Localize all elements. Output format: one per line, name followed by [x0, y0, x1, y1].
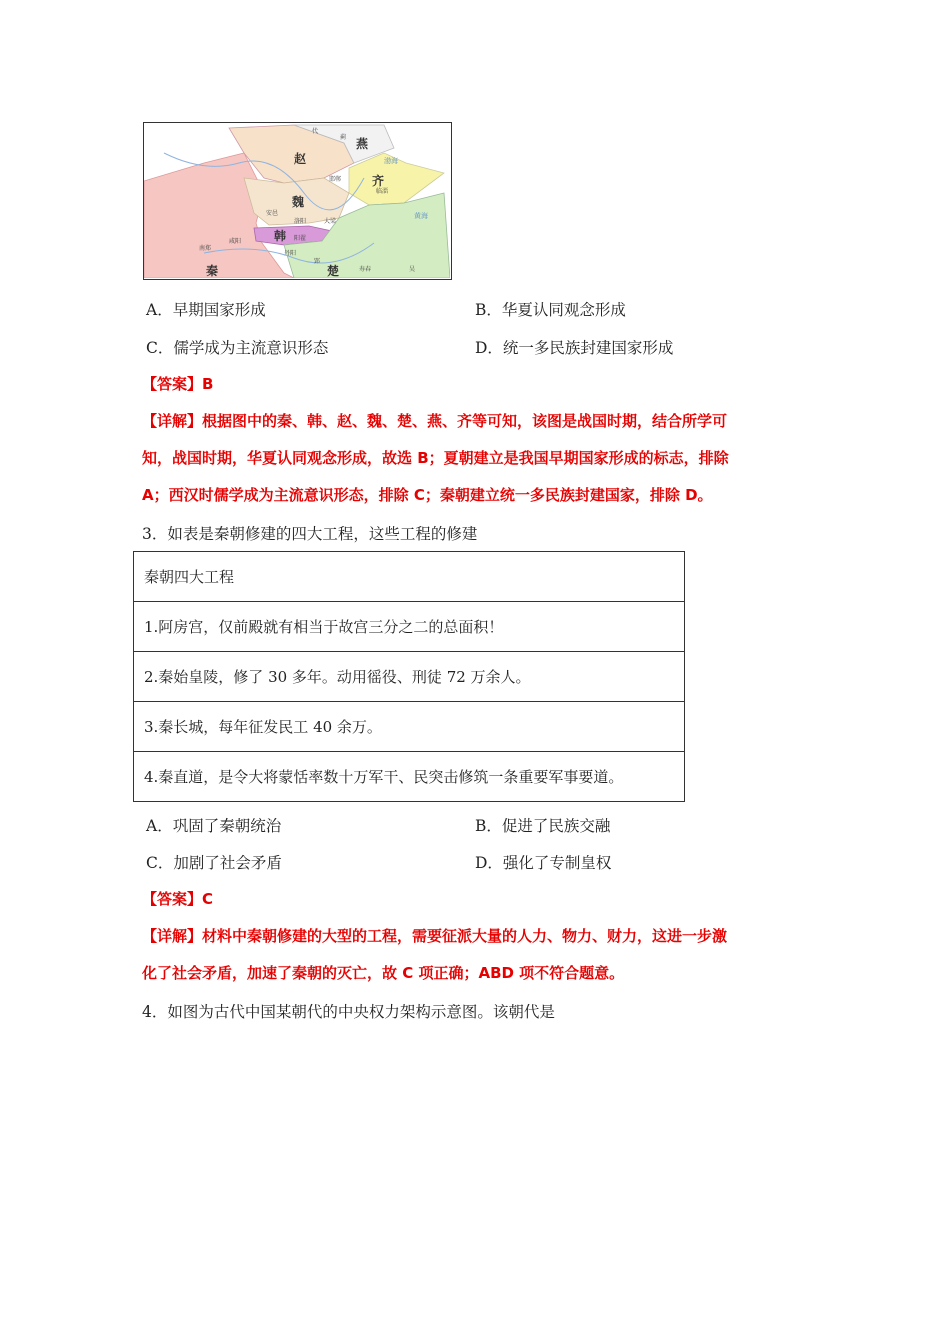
q2-option-a: A．早期国家形成: [146, 301, 266, 319]
svg-text:齐: 齐: [372, 174, 385, 188]
svg-text:邯郸: 邯郸: [329, 176, 342, 183]
svg-text:黄海: 黄海: [414, 212, 428, 220]
svg-text:阳翟: 阳翟: [294, 235, 307, 242]
table-row: [134, 602, 685, 652]
svg-text:魏: 魏: [292, 195, 305, 209]
svg-text:咸阳: 咸阳: [229, 238, 242, 245]
q2-explain-line-3: A；西汉时儒学成为主流意识形态，排除 C；秦朝建立统一多民族封建国家，排除 D。: [142, 486, 713, 504]
q2-explain-line-1: 【详解】根据图中的秦、韩、赵、魏、楚、燕、齐等可知，该图是战国时期，结合所学可: [142, 412, 728, 430]
svg-text:秦: 秦: [206, 264, 219, 278]
q2-option-c: C．儒学成为主流意识形态: [146, 339, 329, 357]
q2-option-d: D．统一多民族封建国家形成: [475, 339, 674, 357]
q3-explain-line-1: 【详解】材料中秦朝修建的大型的工程，需要征派大量的人力、物力、财力，这进一步激: [142, 927, 728, 945]
table-cell: 秦朝四大工程: [134, 552, 685, 602]
q2-explain-line-2: 知，战国时期，华夏认同观念形成，故选 B；夏朝建立是我国早期国家形成的标志，排除: [142, 449, 729, 467]
svg-text:韩: 韩: [274, 229, 287, 243]
q2-answer: 【答案】B: [142, 375, 214, 393]
table-row: [134, 702, 685, 752]
q3-option-d: D．强化了专制皇权: [475, 854, 612, 872]
q3-answer: 【答案】C: [142, 890, 214, 908]
svg-text:郢: 郢: [314, 258, 321, 265]
svg-text:安邑: 安邑: [266, 210, 279, 217]
svg-text:燕: 燕: [356, 137, 369, 151]
svg-text:南郑: 南郑: [199, 245, 212, 252]
svg-text:蓟: 蓟: [340, 134, 347, 141]
table-cell: 3.秦长城，每年征发民工 40 余万。: [134, 702, 685, 752]
warring-states-map: [143, 122, 452, 280]
svg-text:渤海: 渤海: [384, 157, 398, 165]
q3-option-b: B．促进了民族交融: [475, 817, 611, 835]
table-row: [134, 752, 685, 802]
q2-option-b: B．华夏认同观念形成: [475, 301, 626, 319]
q3-explain-line-2: 化了社会矛盾，加速了秦朝的灭亡，故 C 项正确；ABD 项不符合题意。: [142, 964, 625, 982]
table-row: [134, 552, 685, 602]
svg-text:楚: 楚: [327, 264, 340, 278]
svg-text:临淄: 临淄: [376, 188, 389, 195]
table-row: [134, 652, 685, 702]
svg-text:寿春: 寿春: [359, 266, 372, 273]
svg-text:丹阳: 丹阳: [284, 250, 297, 257]
svg-text:代: 代: [312, 128, 319, 135]
svg-text:大梁: 大梁: [324, 218, 337, 225]
q3-option-a: A．巩固了秦朝统治: [146, 817, 282, 835]
map-graphic: [144, 123, 450, 278]
q3-stem: 3．如表是秦朝修建的四大工程，这些工程的修建: [142, 525, 478, 543]
q3-option-c: C．加剧了社会矛盾: [146, 854, 282, 872]
table-cell: 4.秦直道，是令大将蒙恬率数十万军干、民突击修筑一条重要军事要道。: [134, 752, 685, 802]
svg-text:吴: 吴: [409, 266, 416, 273]
q4-stem: 4．如图为古代中国某朝代的中央权力架构示意图。该朝代是: [142, 1003, 555, 1021]
svg-text:赵: 赵: [294, 152, 307, 166]
qin-projects-table: [133, 551, 685, 802]
table-cell: 2.秦始皇陵，修了 30 多年。动用徭役、刑徒 72 万余人。: [134, 652, 685, 702]
table-cell: 1.阿房宫，仅前殿就有相当于故宫三分之二的总面积！: [134, 602, 685, 652]
svg-text:洛阳: 洛阳: [294, 218, 307, 225]
